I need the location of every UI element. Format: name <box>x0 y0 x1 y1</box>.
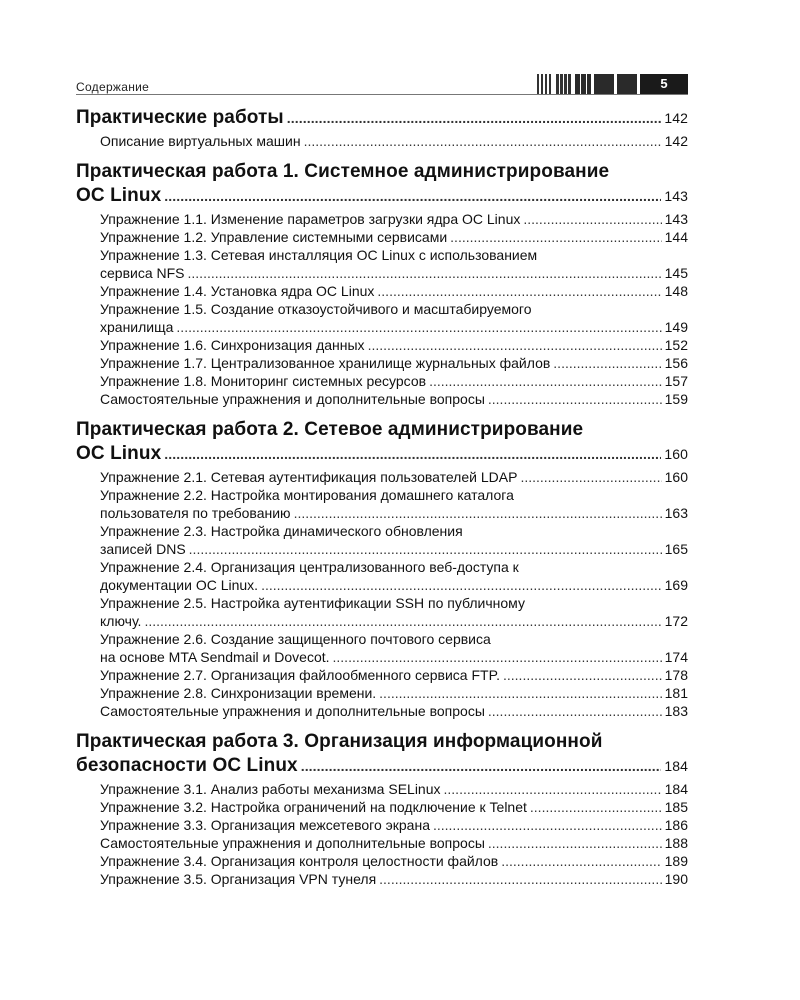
toc-entry-page-number: 143 <box>664 211 688 227</box>
toc-entry-page-number: 149 <box>664 319 688 335</box>
dot-leader <box>368 336 662 354</box>
dot-leader <box>261 576 662 594</box>
toc-entry-text: Упражнение 1.1. Изменение параметров загрузки ядра ОС Linux <box>100 211 521 227</box>
section-title-text: безопасности ОС Linux <box>76 755 298 776</box>
toc-entry-page-number: 157 <box>664 373 688 389</box>
dot-leader <box>501 852 661 870</box>
section-title-text: Практическая работа 2. Сетевое администрирование <box>76 419 584 440</box>
toc-entry[interactable] <box>100 486 688 522</box>
dot-leader <box>488 702 662 720</box>
toc-entry-text: Упражнение 2.7. Организация файлообменного сервиса FTP. <box>100 667 500 683</box>
dot-leader <box>429 372 662 390</box>
toc-entry-page-number: 172 <box>664 613 688 629</box>
toc-entry-page-number: 169 <box>664 577 688 593</box>
toc-entry-text: пользователя по требованию <box>100 505 291 521</box>
toc-entry-page-number: 156 <box>664 355 688 371</box>
dot-leader <box>176 318 661 336</box>
toc-entry-text: Упражнение 3.4. Организация контроля целостности файлов <box>100 853 499 869</box>
toc-entry-page-number: 186 <box>664 817 688 833</box>
dot-leader <box>379 684 661 702</box>
toc-item-list <box>76 210 688 408</box>
toc-entry-text: Упражнение 1.4. Установка ядра ОС Linux <box>100 283 375 299</box>
toc-entry[interactable] <box>100 780 688 798</box>
dot-leader <box>304 132 662 150</box>
toc-entry-text: Самостоятельные упражнения и дополнительные вопросы <box>100 835 485 851</box>
toc-entry-text: на основе MTA Sendmail и Dovecot. <box>100 649 330 665</box>
toc-entry-text: документации ОС Linux. <box>100 577 259 593</box>
dot-leader <box>301 754 662 778</box>
toc-entry-text: Упражнение 3.5. Организация VPN тунеля <box>100 871 377 887</box>
toc-entry[interactable] <box>100 282 688 300</box>
toc-entry-text: записей DNS <box>100 541 186 557</box>
toc-entry-text: ключу. <box>100 613 142 629</box>
toc-entry-text: Упражнение 2.3. Настройка динамического обновления <box>100 523 463 539</box>
toc-entry[interactable] <box>100 630 688 666</box>
section-title[interactable] <box>76 160 688 208</box>
toc-entry[interactable] <box>100 870 688 888</box>
toc-entry-page-number: 165 <box>664 541 688 557</box>
toc-entry-page-number: 144 <box>664 229 688 245</box>
section-title-text: ОС Linux <box>76 443 162 464</box>
toc-entry-text: Самостоятельные упражнения и дополнительные вопросы <box>100 391 485 407</box>
header-title: Содержание <box>76 80 150 94</box>
toc-entry-page-number: 181 <box>664 685 688 701</box>
table-of-contents <box>76 100 688 888</box>
toc-entry[interactable] <box>100 816 688 834</box>
toc-entry-text: сервиса NFS <box>100 265 185 281</box>
toc-entry-text: Упражнение 3.1. Анализ работы механизма SELinux <box>100 781 441 797</box>
toc-entry[interactable] <box>100 852 688 870</box>
toc-entry-text: Упражнение 1.5. Создание отказоустойчивого и масштабируемого <box>100 301 532 317</box>
toc-entry-page-number: 178 <box>664 667 688 683</box>
dot-leader <box>488 390 662 408</box>
dot-leader <box>523 210 661 228</box>
toc-item-list <box>76 468 688 720</box>
dot-leader <box>377 282 661 300</box>
dot-leader <box>287 106 662 130</box>
header-stripe-decoration <box>575 74 591 94</box>
section-title[interactable] <box>76 730 688 778</box>
toc-entry-text: Упражнение 1.2. Управление системными сервисами <box>100 229 448 245</box>
toc-entry-text: Упражнение 2.1. Сетевая аутентификация пользователей LDAP <box>100 469 518 485</box>
toc-entry[interactable] <box>100 702 688 720</box>
toc-item-list <box>76 132 688 150</box>
toc-section <box>76 730 688 888</box>
toc-entry[interactable] <box>100 300 688 336</box>
section-title-text: Практические работы <box>76 107 284 128</box>
toc-entry-text: Самостоятельные упражнения и дополнительные вопросы <box>100 703 485 719</box>
header-stripe-decoration <box>537 74 553 94</box>
toc-entry-text: Упражнение 2.6. Создание защищенного почтового сервиса <box>100 631 491 647</box>
toc-section <box>76 160 688 408</box>
toc-entry-page-number: 174 <box>664 649 688 665</box>
toc-entry[interactable] <box>100 390 688 408</box>
dot-leader <box>450 228 661 246</box>
section-title[interactable] <box>76 418 688 466</box>
toc-entry-text: хранилища <box>100 319 174 335</box>
toc-entry[interactable] <box>100 372 688 390</box>
dot-leader <box>444 780 662 798</box>
toc-entry[interactable] <box>100 336 688 354</box>
toc-entry-page-number: 152 <box>664 337 688 353</box>
toc-entry[interactable] <box>100 798 688 816</box>
toc-entry-page-number: 185 <box>664 799 688 815</box>
toc-entry-text: Упражнение 1.7. Централизованное хранилище журнальных файлов <box>100 355 551 371</box>
toc-section <box>76 418 688 720</box>
toc-entry-page-number: 142 <box>664 133 688 149</box>
page-number: 5 <box>640 74 688 94</box>
section-page-number: 184 <box>664 758 688 774</box>
toc-entry[interactable] <box>100 132 688 150</box>
dot-leader <box>379 870 661 888</box>
header-block-decoration <box>594 74 614 94</box>
toc-entry-page-number: 190 <box>664 871 688 887</box>
toc-entry-page-number: 160 <box>664 469 688 485</box>
toc-entry[interactable] <box>100 210 688 228</box>
toc-entry-text: Упражнение 2.2. Настройка монтирования домашнего каталога <box>100 487 514 503</box>
toc-entry[interactable] <box>100 246 688 282</box>
section-page-number: 142 <box>664 110 688 126</box>
running-header <box>76 74 688 96</box>
dot-leader <box>144 612 661 630</box>
toc-entry-page-number: 159 <box>664 391 688 407</box>
dot-leader <box>488 834 662 852</box>
dot-leader <box>530 798 662 816</box>
dot-leader <box>520 468 661 486</box>
toc-entry-page-number: 189 <box>664 853 688 869</box>
toc-entry-page-number: 183 <box>664 703 688 719</box>
header-rule <box>76 94 688 95</box>
section-title-text: Практическая работа 1. Системное администрирование <box>76 161 610 182</box>
header-stripe-decoration <box>556 74 572 94</box>
toc-entry-text: Упражнение 3.2. Настройка ограничений на подключение к Telnet <box>100 799 527 815</box>
toc-entry[interactable] <box>100 684 688 702</box>
toc-entry-text: Упражнение 3.3. Организация межсетевого экрана <box>100 817 430 833</box>
toc-entry[interactable] <box>100 468 688 486</box>
dot-leader <box>553 354 661 372</box>
toc-entry-text: Упражнение 2.8. Синхронизации времени. <box>100 685 377 701</box>
toc-entry-text: Упражнение 2.4. Организация централизованного веб-доступа к <box>100 559 519 575</box>
section-title-text: ОС Linux <box>76 185 162 206</box>
toc-entry-text: Упражнение 1.3. Сетевая инсталляция ОС Linux с использованием <box>100 247 538 263</box>
toc-entry[interactable] <box>100 666 688 684</box>
toc-entry-page-number: 188 <box>664 835 688 851</box>
toc-entry-page-number: 148 <box>664 283 688 299</box>
dot-leader <box>294 504 662 522</box>
section-page-number: 143 <box>664 188 688 204</box>
toc-entry-text: Упражнение 2.5. Настройка аутентификации SSH по публичному <box>100 595 525 611</box>
section-page-number: 160 <box>664 446 688 462</box>
toc-entry[interactable] <box>100 522 688 558</box>
dot-leader <box>333 648 662 666</box>
toc-entry[interactable] <box>100 834 688 852</box>
toc-section <box>76 106 688 150</box>
dot-leader <box>433 816 662 834</box>
toc-entry-page-number: 184 <box>664 781 688 797</box>
toc-entry-text: Описание виртуальных машин <box>100 133 301 149</box>
toc-entry-page-number: 145 <box>664 265 688 281</box>
toc-entry[interactable] <box>100 558 688 594</box>
toc-entry[interactable] <box>100 354 688 372</box>
toc-entry[interactable] <box>100 228 688 246</box>
dot-leader <box>189 540 662 558</box>
page-number-block <box>534 74 688 94</box>
toc-entry-text: Упражнение 1.6. Синхронизация данных <box>100 337 365 353</box>
toc-entry-text: Упражнение 1.8. Мониторинг системных ресурсов <box>100 373 427 389</box>
toc-item-list <box>76 780 688 888</box>
section-title[interactable] <box>76 106 688 130</box>
dot-leader <box>164 442 661 466</box>
toc-entry-page-number: 163 <box>664 505 688 521</box>
dot-leader <box>188 264 662 282</box>
header-block-decoration <box>617 74 637 94</box>
dot-leader <box>164 184 661 208</box>
dot-leader <box>503 666 662 684</box>
toc-entry[interactable] <box>100 594 688 630</box>
section-title-text: Практическая работа 3. Организация информационной <box>76 731 603 752</box>
